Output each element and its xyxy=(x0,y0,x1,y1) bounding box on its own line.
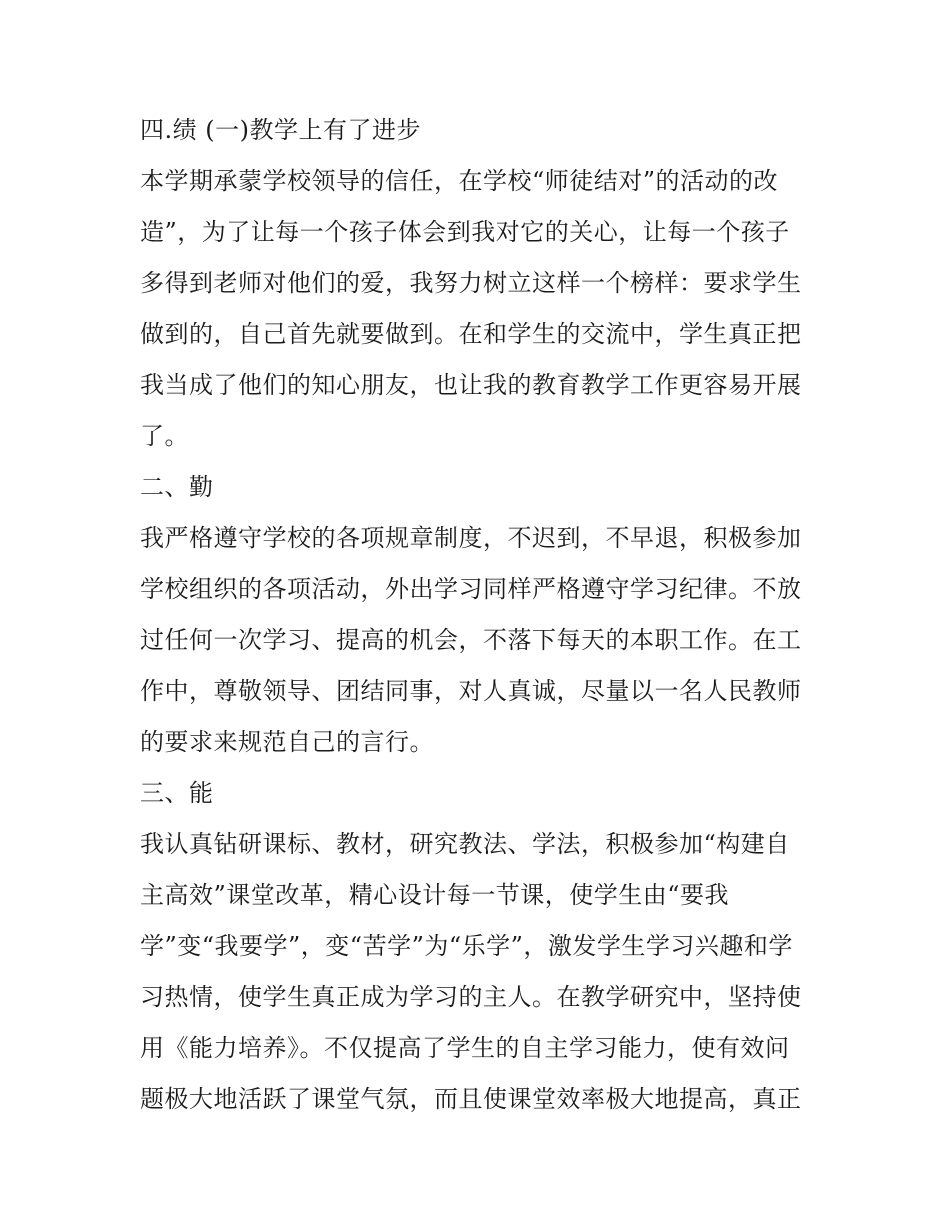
heading-section-three: 三、能 xyxy=(140,779,214,807)
text-line: 了。 xyxy=(140,422,189,450)
text-line: 学校组织的各项活动，外出学习同样严格遵守学习纪律。不放 xyxy=(140,575,802,603)
text-line: 本学期承蒙学校领导的信任，在学校“师徒结对”的活动的改 xyxy=(140,167,779,195)
text-line: 用《能力培养》。不仅提高了学生的自主学习能力，使有效问 xyxy=(140,1034,790,1062)
text-line: 我当成了他们的知心朋友，也让我的教育教学工作更容易开展 xyxy=(140,371,802,399)
text-line: 题极大地活跃了课堂气氛，而且使课堂效率极大地提高，真正 xyxy=(140,1085,802,1113)
text-line: 习热情，使学生真正成为学习的主人。在教学研究中，坚持使 xyxy=(140,983,802,1011)
text-line: 做到的，自己首先就要做到。在和学生的交流中，学生真正把 xyxy=(140,320,802,348)
text-line: 主高效”课堂改革，精心设计每一节课，使学生由“要我 xyxy=(140,881,730,909)
text-line: 造”，为了让每一个孩子体会到我对它的关心，让每一个孩子 xyxy=(140,218,790,246)
text-line: 我严格遵守学校的各项规章制度，不迟到，不早退，积极参加 xyxy=(140,524,802,552)
text-line: 的要求来规范自己的言行。 xyxy=(140,728,434,756)
text-line: 作中，尊敬领导、团结同事，对人真诚，尽量以一名人民教师 xyxy=(140,677,802,705)
text-line: 多得到老师对他们的爱，我努力树立这样一个榜样：要求学生 xyxy=(140,269,802,297)
document-body xyxy=(140,108,820,1128)
heading-section-four: 四.绩 (一)教学上有了进步 xyxy=(140,116,421,144)
heading-section-two: 二、勤 xyxy=(140,473,214,501)
text-line: 我认真钻研课标、教材，研究教法、学法，积极参加“构建自 xyxy=(140,830,790,858)
text-line: 过任何一次学习、提高的机会，不落下每天的本职工作。在工 xyxy=(140,626,802,654)
text-line: 学”变“我要学”，变“苦学”为“乐学”，激发学生学习兴趣和学 xyxy=(140,932,793,960)
